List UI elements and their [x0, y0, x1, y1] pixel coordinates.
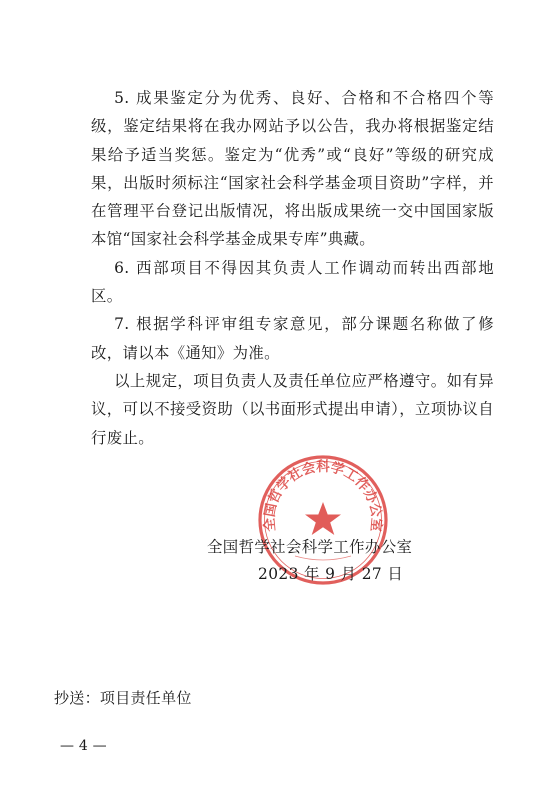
paragraph-item-6: 6. 西部项目不得因其负责人工作调动而转出西部地区。	[91, 258, 494, 306]
paragraph-closing: 以上规定，项目负责人及责任单位应严格遵守。如有异议，可以不接受资助（以书面形式提出申请），立项协议自行废止。	[91, 371, 494, 447]
paragraph-item-5: 5. 成果鉴定分为优秀、良好、合格和不合格四个等级，鉴定结果将在我办网站予以公告，我办将根据鉴定结果给予适当奖惩。鉴定为“优秀”或“良好”等级的研究成果，出版时须标注“国家社会科学基金项目资助”字样，并在管理平台登记出版情况，将出版成果统一交中国国家版本馆“国家社会科学基金成果专库”典藏。	[91, 89, 494, 249]
body-text	[91, 84, 494, 452]
page-number: — 4 —	[60, 738, 107, 754]
signature-organization: 全国哲学社会科学工作办公室	[207, 538, 413, 556]
star-icon	[305, 502, 341, 535]
seal-text: 全国哲学社会科学工作办公室	[261, 459, 385, 533]
signature-date: 2023 年 9 月 27 日	[258, 565, 404, 583]
paragraph-item-7: 7. 根据学科评审组专家意见，部分课题名称做了修改，请以本《通知》为准。	[91, 315, 494, 362]
cc-line: 抄送：项目责任单位	[54, 689, 192, 707]
